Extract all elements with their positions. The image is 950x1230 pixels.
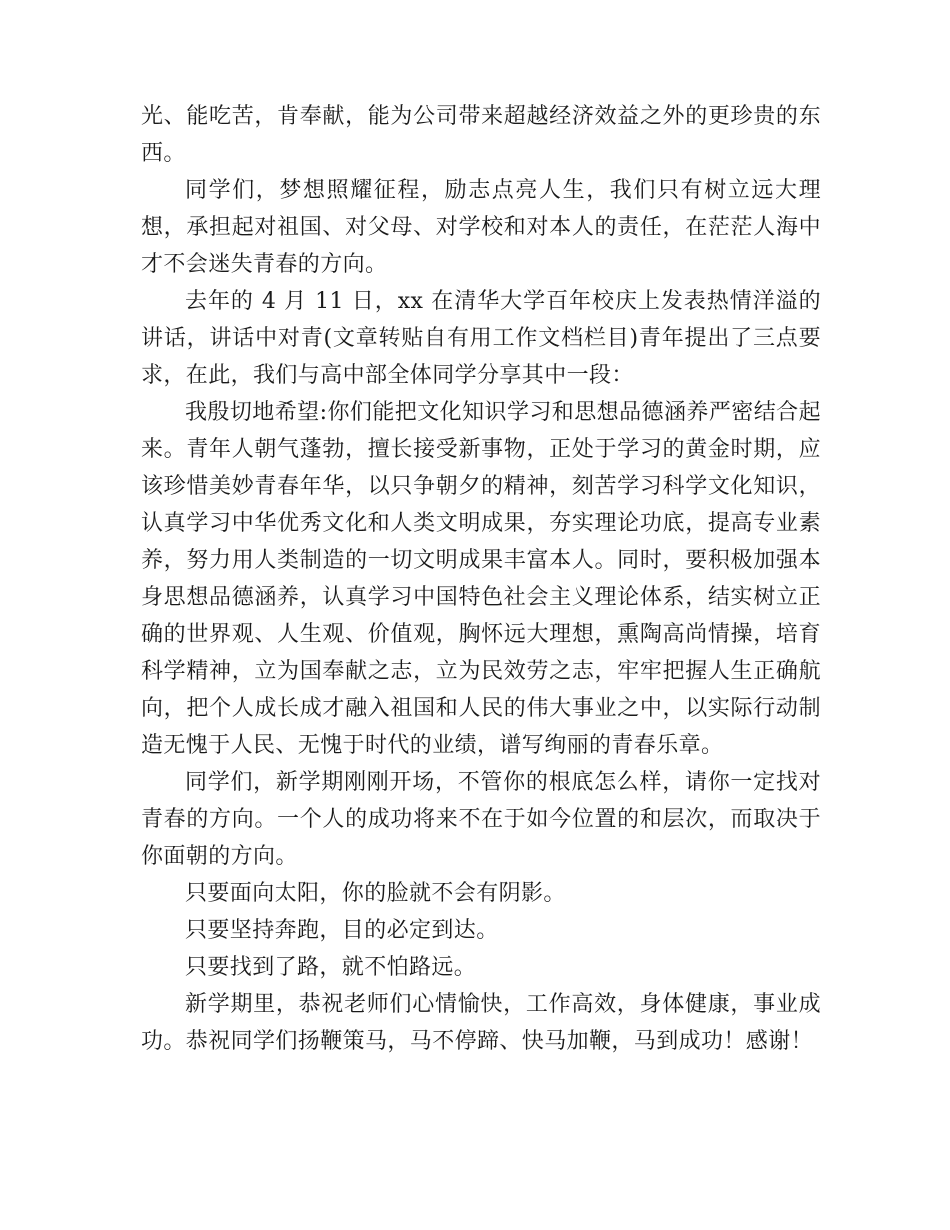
paragraph-wishes: 新学期里，恭祝老师们心情愉快，工作高效，身体健康，事业成功。恭祝同学们扬鞭策马，马不停蹄、快马加鞭，马到成功！感谢！ [141, 992, 821, 1054]
paragraph-new-semester: 同学们，新学期刚刚开场，不管你的根底怎么样，请你一定找对青春的方向。一个人的成功将来不在于如今位置的和层次，而取决于你面朝的方向。 [141, 770, 821, 869]
paragraph-sun: 只要面向太阳，你的脸就不会有阴影。 [185, 881, 566, 906]
paragraph-continuation: 光、能吃苦，肯奉献，能为公司带来超越经济效益之外的更珍贵的东西。 [141, 104, 821, 166]
document-body [141, 98, 821, 1060]
paragraph-speech-intro: 去年的 4 月 11 日，xx 在清华大学百年校庆上发表热情洋溢的讲话，讲话中对青(文章转贴自有用工作文档栏目)青年提出了三点要求，在此，我们与高中部全体同学分享其中一段： [141, 289, 821, 388]
paragraph-dream: 同学们，梦想照耀征程，励志点亮人生，我们只有树立远大理想，承担起对祖国、对父母、对学校和对本人的责任，在茫茫人海中才不会迷失青春的方向。 [141, 178, 821, 277]
paragraph-run: 只要坚持奔跑，目的必定到达。 [185, 918, 499, 943]
paragraph-speech-quote: 我殷切地希望:你们能把文化知识学习和思想品德涵养严密结合起来。青年人朝气蓬勃，擅长接受新事物，正处于学习的黄金时期，应该珍惜美妙青春年华，以只争朝夕的精神，刻苦学习科学文化知识，认真学习中华优秀文化和人类文明成果，夯实理论功底，提高专业素养，努力用人类制造的一切文明成果丰富本人。同时，要积极加强本身思想品德涵养，认真学习中国特色社会主义理论体系，结实树立正确的世界观、人生观、价值观，胸怀远大理想，熏陶高尚情操，培育科学精神，立为国奉献之志，立为民效劳之志，牢牢把握人生正确航向，把个人成长成才融入祖国和人民的伟大事业之中，以实际行动制造无愧于人民、无愧于时代的业绩，谱写绚丽的青春乐章。 [141, 400, 821, 758]
paragraph-road: 只要找到了路，就不怕路远。 [185, 955, 477, 980]
